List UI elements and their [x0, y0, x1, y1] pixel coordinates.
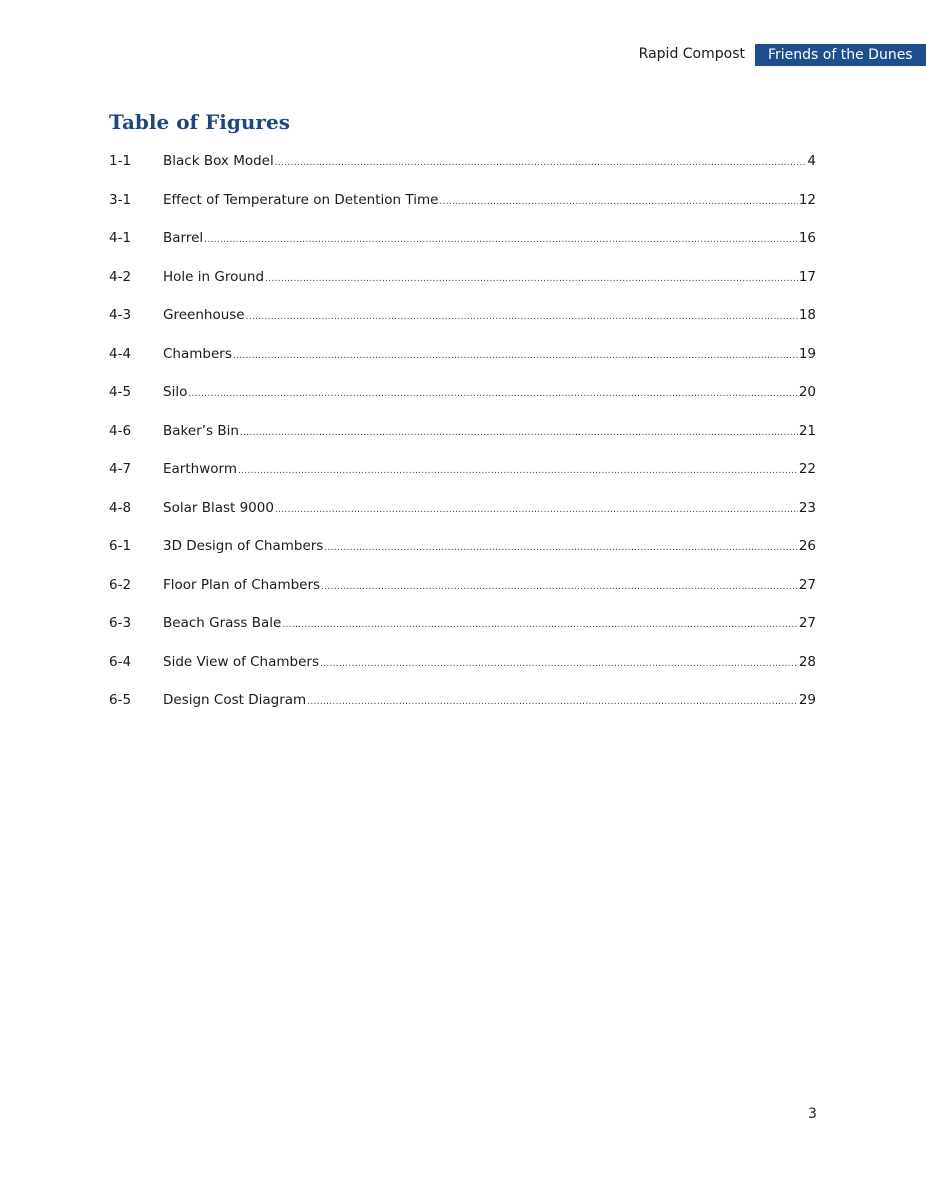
figure-number: 4-1	[109, 230, 132, 246]
figure-title: Effect of Temperature on Detention Time	[163, 191, 439, 208]
figure-title: Greenhouse	[163, 307, 245, 323]
figure-page: 12	[798, 191, 816, 208]
figure-title: Hole in Ground	[163, 268, 265, 285]
toc-entry[interactable]	[109, 153, 816, 192]
figure-page: 27	[798, 576, 816, 593]
figure-title: Barrel	[163, 230, 204, 246]
toc-entry[interactable]	[109, 577, 816, 616]
header-organization-banner: Friends of the Dunes	[755, 44, 926, 66]
page-header	[0, 44, 926, 66]
dot-leader	[238, 466, 798, 476]
figure-page: 27	[798, 615, 816, 631]
toc-entry[interactable]	[109, 192, 816, 231]
dot-leader	[320, 659, 798, 669]
figure-title: Floor Plan of Chambers	[163, 576, 321, 593]
dot-leader	[324, 543, 797, 553]
figure-title: Silo	[163, 384, 188, 400]
figure-number: 6-1	[109, 538, 132, 554]
toc-entry[interactable]	[109, 538, 816, 577]
figure-number: 3-1	[109, 191, 132, 208]
toc-entry[interactable]	[109, 307, 816, 346]
figure-title: Solar Blast 9000	[163, 499, 274, 516]
toc-entry[interactable]	[109, 423, 816, 462]
toc-entry[interactable]	[109, 230, 816, 269]
figure-number: 4-8	[109, 499, 132, 516]
figure-number: 6-5	[109, 692, 132, 708]
page-number: 3	[808, 1106, 817, 1122]
figure-page: 28	[798, 653, 816, 670]
figure-page: 17	[798, 268, 816, 285]
table-of-figures	[109, 153, 816, 731]
toc-title: Table of Figures	[109, 110, 290, 134]
dot-leader	[275, 505, 798, 515]
figure-number: 4-3	[109, 307, 132, 323]
toc-entry[interactable]	[109, 615, 816, 654]
figure-page: 21	[798, 422, 816, 439]
dot-leader	[240, 428, 798, 438]
dot-leader	[246, 312, 798, 322]
header-document-title: Rapid Compost	[638, 46, 745, 62]
figure-number: 4-6	[109, 422, 132, 439]
figure-title: Baker’s Bin	[163, 422, 239, 439]
figure-title: 3D Design of Chambers	[163, 538, 324, 554]
figure-title: Design Cost Diagram	[163, 692, 307, 708]
figure-page: 22	[798, 461, 816, 477]
dot-leader	[188, 389, 797, 399]
figure-number: 6-3	[109, 615, 132, 631]
dot-leader	[307, 697, 798, 707]
dot-leader	[275, 158, 807, 168]
figure-page: 16	[798, 230, 816, 246]
figure-page: 26	[798, 538, 816, 554]
toc-entry[interactable]	[109, 654, 816, 693]
figure-title: Earthworm	[163, 461, 237, 477]
figure-number: 4-2	[109, 268, 132, 285]
figure-number: 4-5	[109, 384, 132, 400]
figure-number: 6-2	[109, 576, 132, 593]
figure-title: Black Box Model	[163, 153, 274, 169]
figure-title: Chambers	[163, 345, 232, 362]
dot-leader	[204, 235, 798, 245]
dot-leader	[439, 197, 797, 207]
toc-entry[interactable]	[109, 346, 816, 385]
toc-entry[interactable]	[109, 500, 816, 539]
figure-page: 29	[798, 692, 816, 708]
figure-number: 4-7	[109, 461, 132, 477]
dot-leader	[233, 351, 798, 361]
figure-page: 19	[798, 345, 816, 362]
dot-leader	[282, 620, 797, 630]
toc-entry[interactable]	[109, 384, 816, 423]
figure-number: 6-4	[109, 653, 132, 670]
figure-title: Side View of Chambers	[163, 653, 319, 670]
dot-leader	[265, 274, 798, 284]
figure-page: 18	[798, 307, 816, 323]
figure-page: 4	[807, 153, 816, 169]
figure-number: 4-4	[109, 345, 132, 362]
dot-leader	[321, 582, 798, 592]
figure-page: 23	[798, 499, 816, 516]
figure-number: 1-1	[109, 153, 132, 169]
toc-entry[interactable]	[109, 461, 816, 500]
figure-title: Beach Grass Bale	[163, 615, 282, 631]
toc-entry[interactable]	[109, 269, 816, 308]
toc-entry[interactable]	[109, 692, 816, 731]
figure-page: 20	[798, 384, 816, 400]
